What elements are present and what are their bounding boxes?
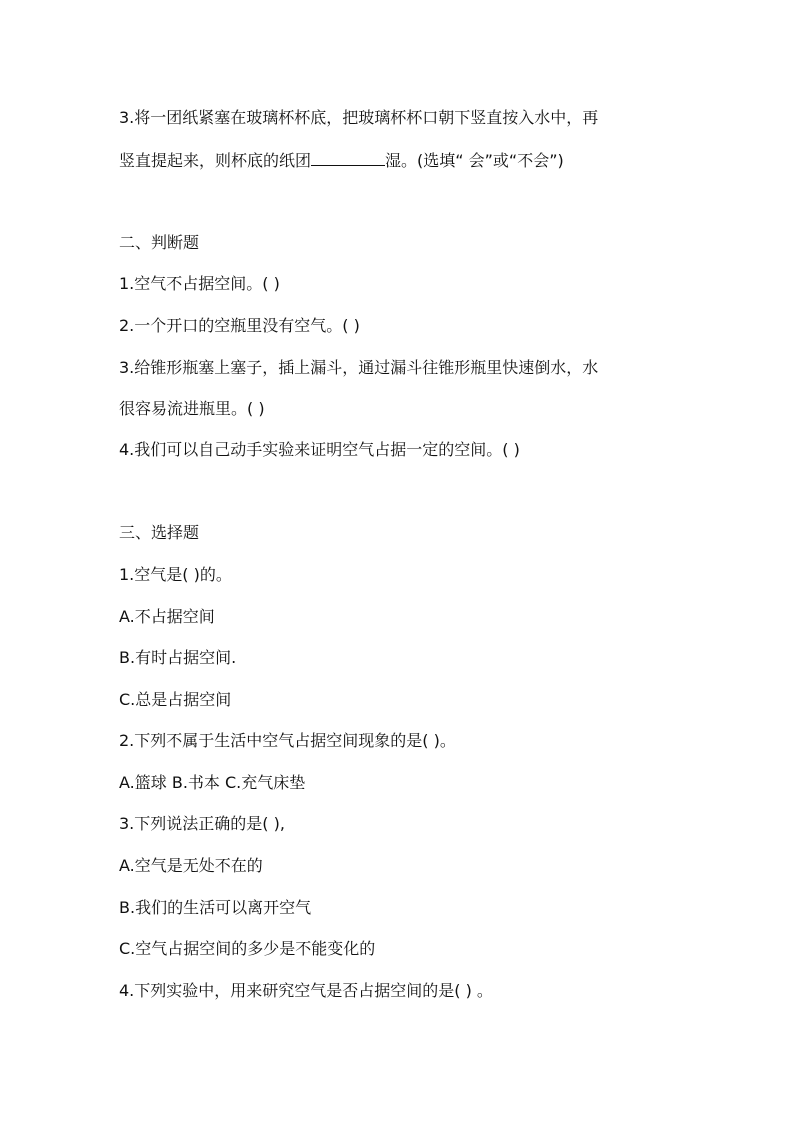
choice-question-2: 2.下列不属于生活中空气占据空间现象的是( )。: [119, 731, 456, 750]
choice-question-1: 1.空气是( )的。: [119, 565, 232, 584]
choice-question-3: 3.下列说法正确的是( ),: [119, 814, 285, 833]
fill-question-3-line-1: 3.将一团纸紧塞在玻璃杯杯底，把玻璃杯杯口朝下竖直按入水中，再: [119, 108, 599, 127]
judge-question-4: 4.我们可以自己动手实验来证明空气占据一定的空间。( ): [119, 440, 520, 459]
judge-question-3-line-2: 很容易流进瓶里。( ): [119, 399, 265, 418]
judge-question-1: 1.空气不占据空间。( ): [119, 274, 280, 293]
fill-question-3-text-before: 竖直提起来，则杯底的纸团: [119, 151, 312, 170]
fill-question-3-text-after: 湿。(选填“ 会”或“不会”): [385, 151, 564, 170]
section-2-title: 二、判断题: [119, 233, 200, 252]
answer-blank[interactable]: [311, 149, 385, 166]
judge-question-3-line-1: 3.给锥形瓶塞上塞子，插上漏斗，通过漏斗往锥形瓶里快速倒水，水: [119, 358, 599, 377]
judge-question-2: 2.一个开口的空瓶里没有空气。( ): [119, 316, 360, 335]
choice-question-4: 4.下列实验中，用来研究空气是否占据空间的是( ) 。: [119, 981, 493, 1000]
choice-question-1-option-c: C.总是占据空间: [119, 690, 232, 709]
choice-question-2-options: A.篮球 B.书本 C.充气床垫: [119, 773, 306, 792]
choice-question-3-option-b: B.我们的生活可以离开空气: [119, 898, 312, 917]
fill-question-3-line-2: [119, 149, 564, 172]
choice-question-1-option-b: B.有时占据空间.: [119, 648, 237, 667]
section-3-title: 三、选择题: [119, 523, 200, 542]
choice-question-1-option-a: A.不占据空间: [119, 607, 215, 626]
choice-question-3-option-a: A.空气是无处不在的: [119, 856, 263, 875]
choice-question-3-option-c: C.空气占据空间的多少是不能变化的: [119, 939, 376, 958]
